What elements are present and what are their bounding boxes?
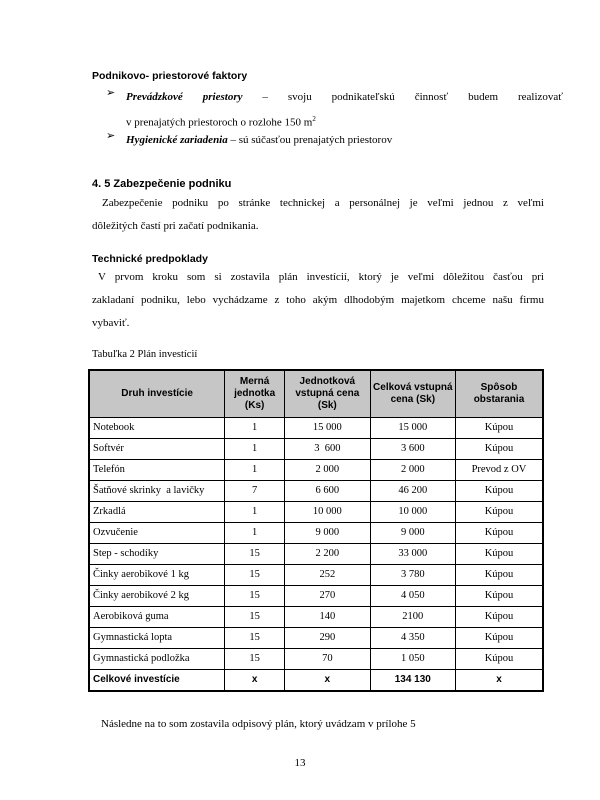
table-row <box>89 586 543 607</box>
cell-acquisition: Kúpou <box>455 565 543 586</box>
cell-unit: 15 <box>225 565 285 586</box>
cell-type: Aerobiková guma <box>89 607 225 628</box>
arrow-bullet-icon: ➢ <box>106 87 116 99</box>
cell-unit-price: 3 600 <box>285 439 371 460</box>
section-title-technical: Technické predpoklady <box>92 253 208 265</box>
header-unit: Merná jednotka (Ks) <box>225 370 285 418</box>
cell-unit: 1 <box>225 523 285 544</box>
header-type: Druh investície <box>89 370 225 418</box>
cell-acquisition: Prevod z OV <box>455 460 543 481</box>
cell-unit: 15 <box>225 649 285 670</box>
cell-total-price: 15 000 <box>370 418 455 439</box>
cell-acquisition: Kúpou <box>455 586 543 607</box>
cell-unit: 15 <box>225 544 285 565</box>
cell-type: Telefón <box>89 460 225 481</box>
table-row <box>89 523 543 544</box>
total-sum: 134 130 <box>370 670 455 692</box>
cell-total-price: 2 000 <box>370 460 455 481</box>
cell-unit-price: 270 <box>285 586 371 607</box>
table-header-row <box>89 370 543 418</box>
table-total-row <box>89 670 543 692</box>
cell-unit: 15 <box>225 607 285 628</box>
bullet-bold-hygiene: Hygienické zariadenia <box>126 134 228 146</box>
cell-unit: 15 <box>225 586 285 607</box>
cell-total-price: 1 050 <box>370 649 455 670</box>
investment-table <box>88 369 544 692</box>
cell-acquisition: Kúpou <box>455 628 543 649</box>
cell-acquisition: Kúpou <box>455 502 543 523</box>
paragraph-line: vybaviť. <box>92 317 130 329</box>
table-row <box>89 565 543 586</box>
cell-acquisition: Kúpou <box>455 544 543 565</box>
cell-type: Gymnastická lopta <box>89 628 225 649</box>
bullet-line2-premises: v prenajatých priestoroch o rozlohe 150 m <box>126 116 313 129</box>
cell-type: Softvér <box>89 439 225 460</box>
paragraph-technical <box>92 266 544 335</box>
table-row <box>89 649 543 670</box>
cell-unit-price: 6 600 <box>285 481 371 502</box>
cell-unit: 1 <box>225 460 285 481</box>
cell-unit-price: 15 000 <box>285 418 371 439</box>
cell-unit: 15 <box>225 628 285 649</box>
cell-unit: 1 <box>225 502 285 523</box>
cell-type: Činky aerobikové 2 kg <box>89 586 225 607</box>
cell-total-price: 46 200 <box>370 481 455 502</box>
cell-acquisition: Kúpou <box>455 481 543 502</box>
bullet-rest-hygiene: – sú súčasťou prenajatých priestorov <box>227 134 393 146</box>
cell-type: Step - schodíky <box>89 544 225 565</box>
cell-unit-price: 290 <box>285 628 371 649</box>
cell-unit-price: 70 <box>285 649 371 670</box>
table-caption: Tabuľka 2 Plán investícií <box>92 349 198 360</box>
table-row <box>89 544 543 565</box>
cell-total-price: 4 050 <box>370 586 455 607</box>
cell-type: Zrkadlá <box>89 502 225 523</box>
cell-total-price: 3 780 <box>370 565 455 586</box>
header-total-price: Celková vstupná cena (Sk) <box>370 370 455 418</box>
cell-total-price: 33 000 <box>370 544 455 565</box>
closing-sentence: Následne na to som zostavila odpisový plán, ktorý uvádzam v prílohe 5 <box>101 718 416 730</box>
total-unit: x <box>225 670 285 692</box>
section-heading-4-5: 4. 5 Zabezpečenie podniku <box>92 178 232 190</box>
arrow-bullet-icon: ➢ <box>106 130 116 142</box>
table-row <box>89 502 543 523</box>
cell-acquisition: Kúpou <box>455 418 543 439</box>
cell-unit: 7 <box>225 481 285 502</box>
cell-unit-price: 2 000 <box>285 460 371 481</box>
table-row <box>89 439 543 460</box>
cell-acquisition: Kúpou <box>455 439 543 460</box>
table-row <box>89 460 543 481</box>
page-number: 13 <box>294 757 306 769</box>
cell-unit-price: 9 000 <box>285 523 371 544</box>
cell-total-price: 3 600 <box>370 439 455 460</box>
table-row <box>89 481 543 502</box>
total-unit-price: x <box>285 670 371 692</box>
cell-unit-price: 252 <box>285 565 371 586</box>
paragraph-line: dôležitých častí pri začatí podnikania. <box>92 220 259 232</box>
cell-type: Notebook <box>89 418 225 439</box>
bullet-item-hygiene <box>106 129 563 151</box>
cell-type: Šatňové skrinky a lavičky <box>89 481 225 502</box>
paragraph-line: V prvom kroku som si zostavila plán investícií, ktorý je veľmi dôležitou časťou pri <box>98 271 544 283</box>
cell-unit-price: 140 <box>285 607 371 628</box>
table-row <box>89 607 543 628</box>
cell-unit: 1 <box>225 439 285 460</box>
bullet-bold-premises: Prevádzkové priestory <box>126 91 243 103</box>
bullet-rest-premises: – svoju podnikateľskú činnosť budem realizovať <box>242 91 564 103</box>
table-row <box>89 628 543 649</box>
cell-acquisition: Kúpou <box>455 649 543 670</box>
cell-unit: 1 <box>225 418 285 439</box>
cell-acquisition: Kúpou <box>455 607 543 628</box>
table-row <box>89 418 543 439</box>
header-acquisition: Spôsob obstarania <box>455 370 543 418</box>
cell-type: Gymnastická podložka <box>89 649 225 670</box>
cell-unit-price: 2 200 <box>285 544 371 565</box>
bullet-sup-premises: 2 <box>312 115 316 123</box>
paragraph-line: Zabezpečenie podniku po stránke technickej a personálnej je veľmi jednou z veľmi <box>102 197 544 209</box>
cell-type: Činky aerobikové 1 kg <box>89 565 225 586</box>
total-label: Celkové investície <box>89 670 225 692</box>
bullet-item-premises <box>106 86 563 134</box>
total-acquisition: x <box>455 670 543 692</box>
cell-acquisition: Kúpou <box>455 523 543 544</box>
paragraph-4-5 <box>92 192 544 238</box>
cell-unit-price: 10 000 <box>285 502 371 523</box>
cell-type: Ozvučenie <box>89 523 225 544</box>
section-title-factors: Podnikovo- priestorové faktory <box>92 70 248 82</box>
cell-total-price: 9 000 <box>370 523 455 544</box>
header-unit-price: Jednotková vstupná cena (Sk) <box>285 370 371 418</box>
cell-total-price: 4 350 <box>370 628 455 649</box>
cell-total-price: 2100 <box>370 607 455 628</box>
cell-total-price: 10 000 <box>370 502 455 523</box>
paragraph-line: zakladaní podniku, lebo vychádzame z toho akým dlhodobým majetkom chceme našu firmu <box>92 294 544 306</box>
